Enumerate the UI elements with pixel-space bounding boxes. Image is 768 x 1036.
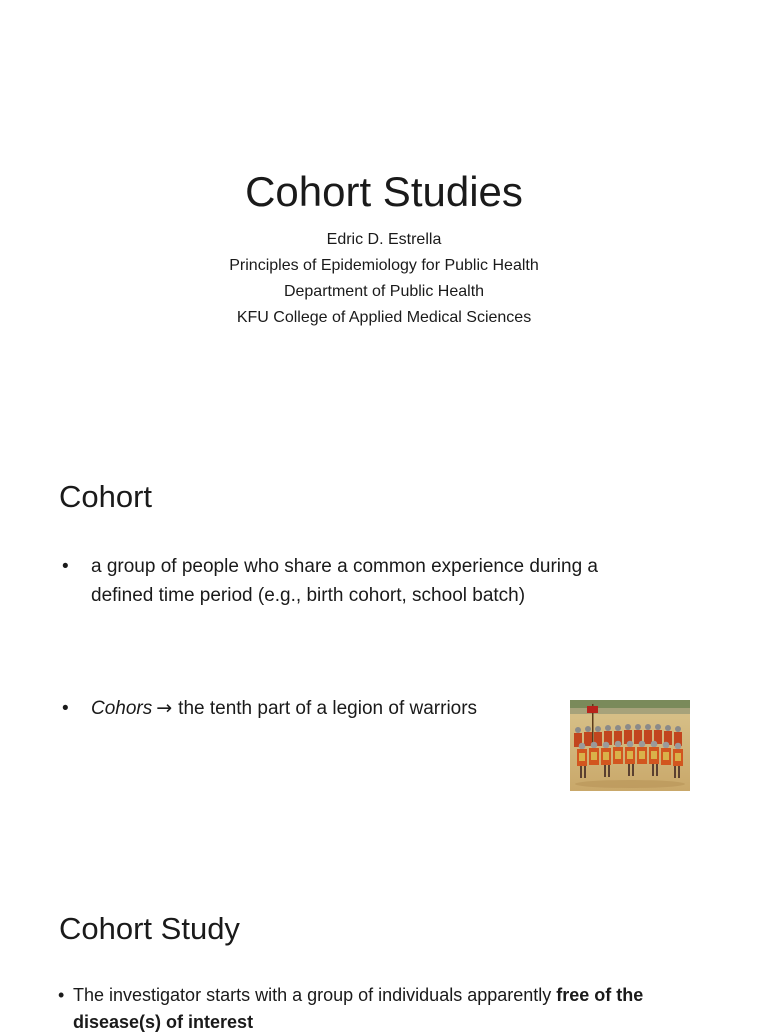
page-title: Cohort Studies bbox=[245, 168, 523, 215]
cohort-heading: Cohort bbox=[59, 479, 153, 514]
cohort-definition-line1: a group of people who share a common experience during a bbox=[91, 556, 598, 577]
bullet-dot: • bbox=[62, 698, 69, 719]
free-of-disease-text: free of the bbox=[556, 985, 644, 1005]
cohort-definition-bullet bbox=[62, 552, 691, 610]
subtitle-block bbox=[0, 227, 768, 331]
investigator-text: The investigator starts with a group of individuals apparently bbox=[73, 985, 557, 1005]
author-name: Edric D. Estrella bbox=[326, 231, 442, 248]
cohort-study-heading: Cohort Study bbox=[59, 911, 240, 946]
bullet-dot: • bbox=[58, 985, 65, 1005]
cohors-term: Cohors bbox=[91, 698, 153, 719]
department-name: Department of Public Health bbox=[283, 283, 485, 300]
roman-legion-image bbox=[570, 700, 690, 791]
bullet-dot: • bbox=[62, 556, 69, 577]
title-slide bbox=[0, 0, 768, 432]
college-name: KFU College of Applied Medical Sciences bbox=[236, 309, 532, 326]
right-arrow-icon: → bbox=[156, 697, 173, 719]
cohors-definition: the tenth part of a legion of warriors bbox=[178, 698, 478, 719]
disease-of-interest-text: disease(s) of interest bbox=[73, 1012, 254, 1032]
cohort-definition-line2: defined time period (e.g., birth cohort, school batch) bbox=[91, 585, 526, 606]
cohors-bullet bbox=[62, 694, 551, 723]
course-name: Principles of Epidemiology for Public Health bbox=[229, 257, 539, 274]
investigator-bullet bbox=[58, 982, 733, 1036]
